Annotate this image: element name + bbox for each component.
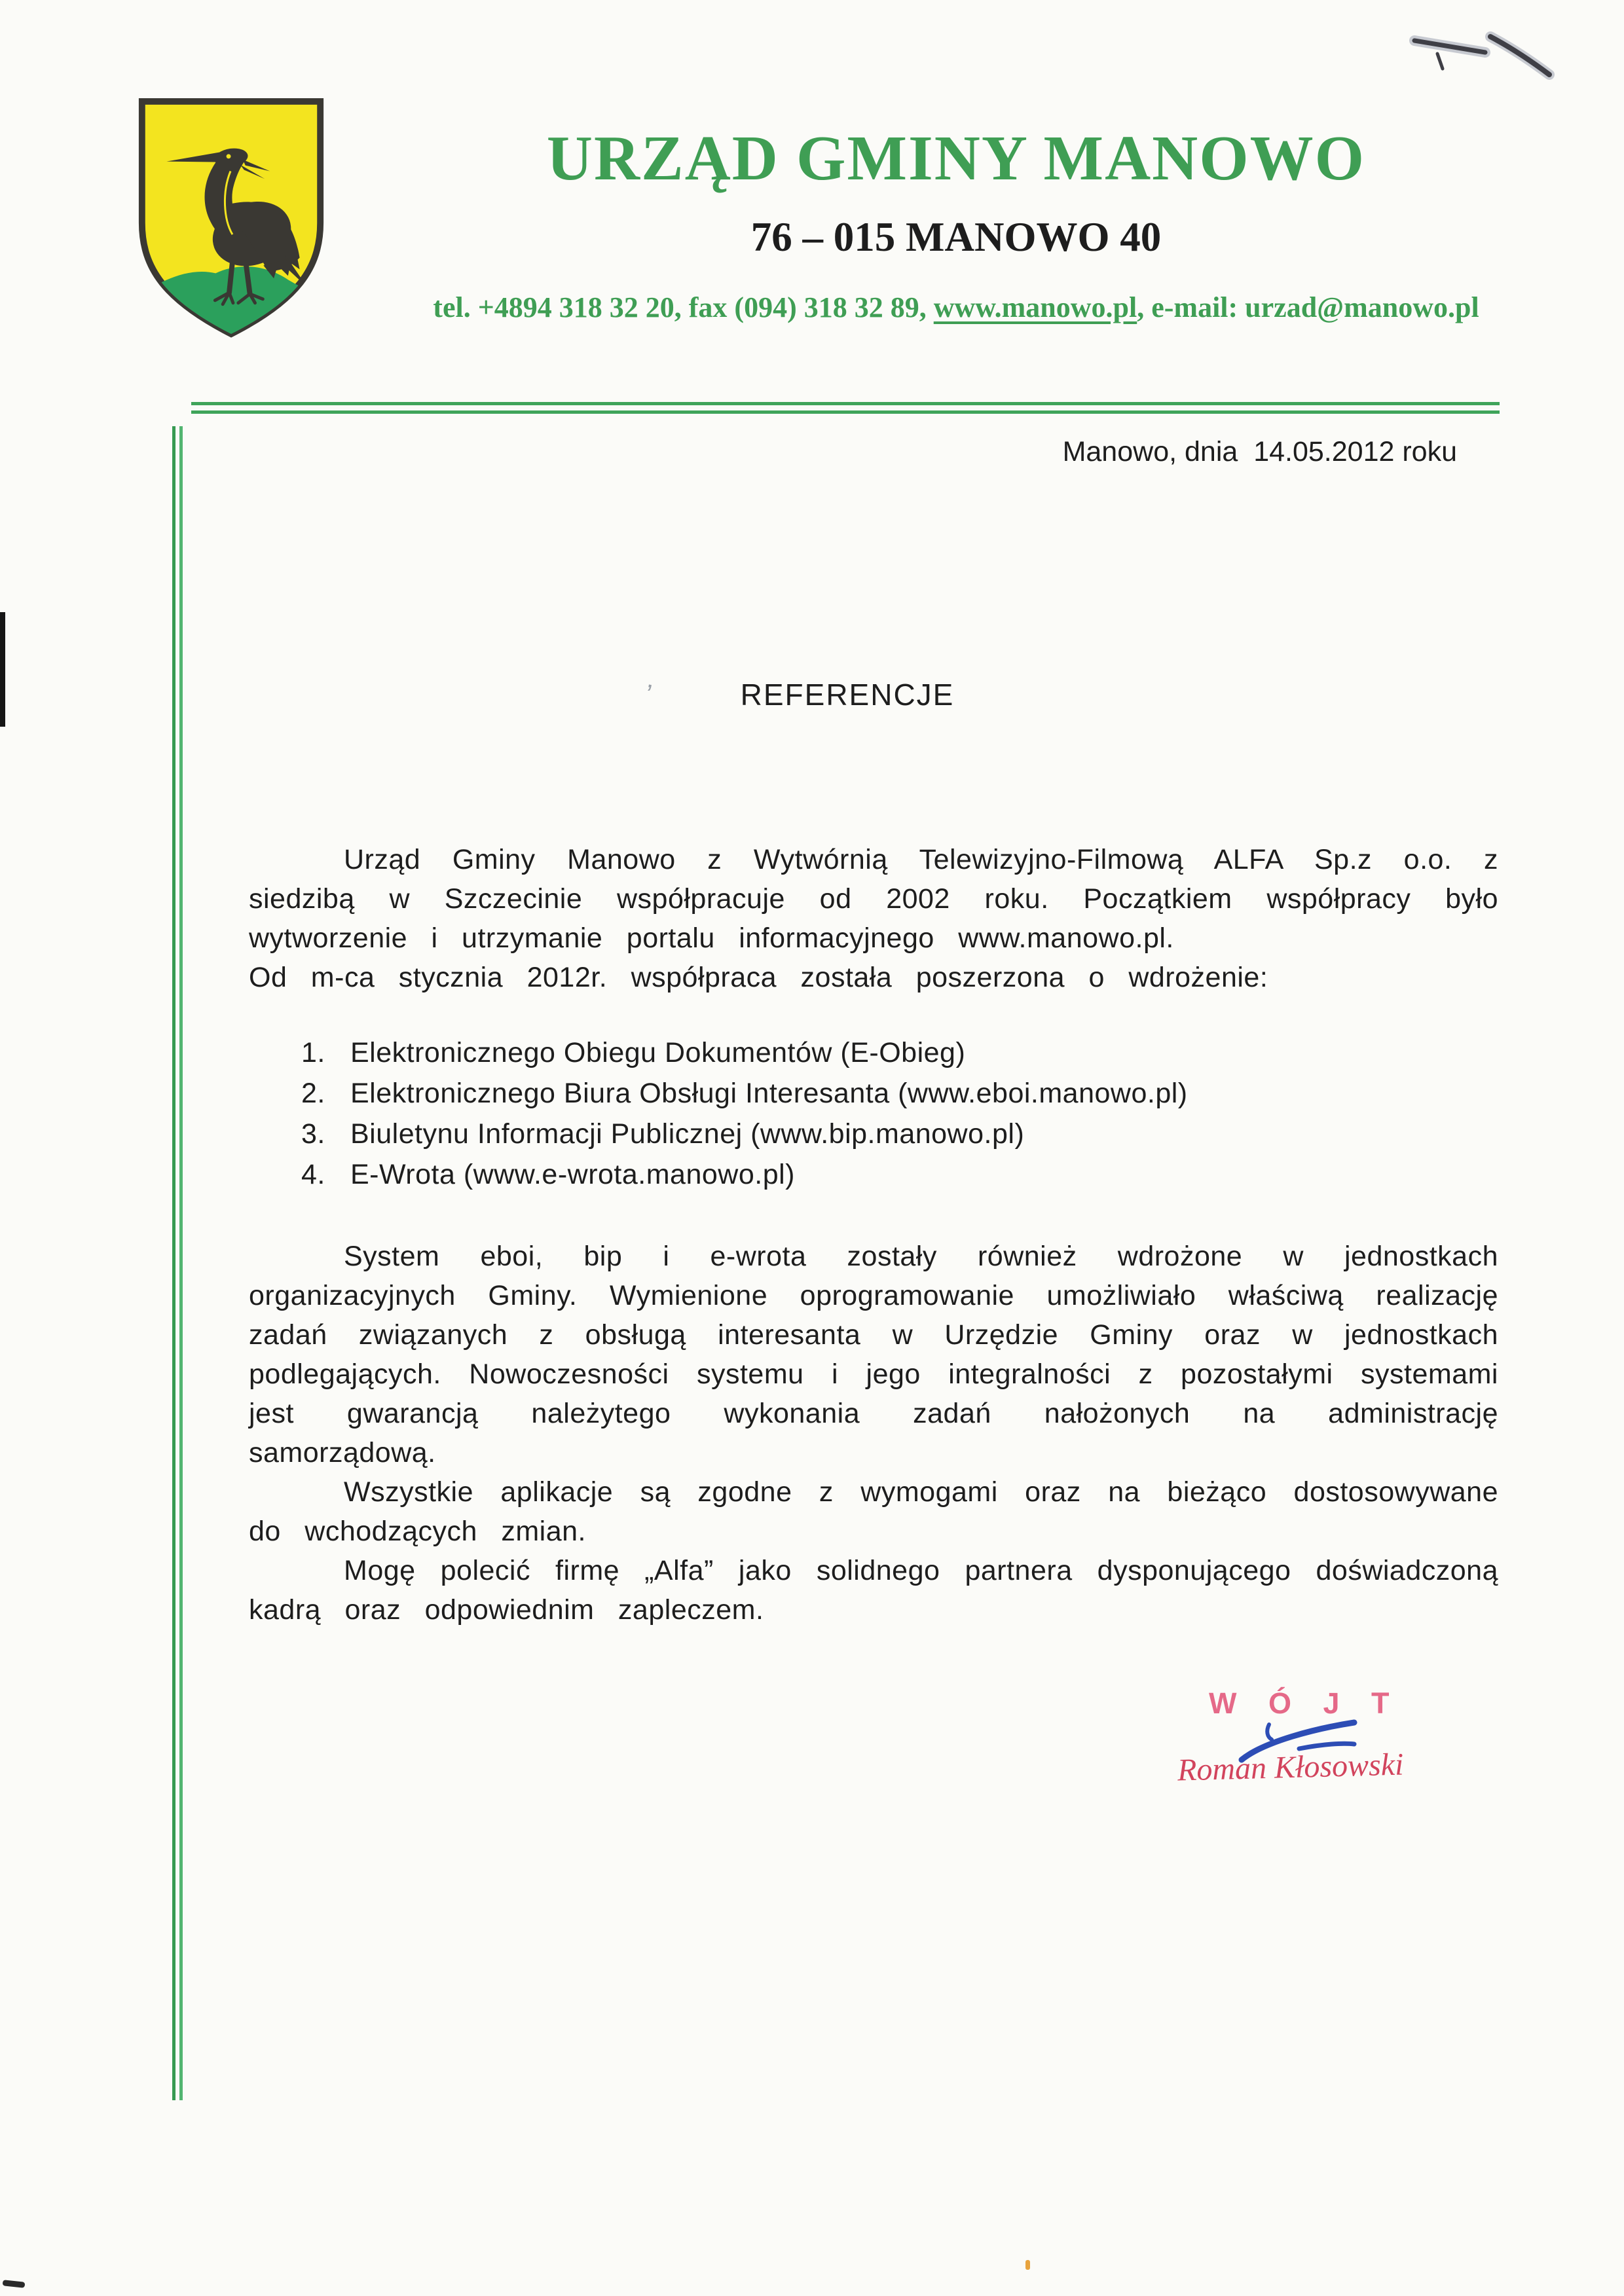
header-rule-top	[191, 402, 1500, 405]
list-item	[301, 1154, 1500, 1195]
org-name: URZĄD GMINY MANOWO	[546, 123, 1366, 193]
stamp-title: W Ó J T	[1209, 1686, 1401, 1720]
list-item-text: Elektronicznego Biura Obsługi Interesanta (www.eboi.manowo.pl)	[350, 1078, 1188, 1109]
scan-edge-artifact	[0, 612, 5, 727]
stamp-name: Roman Kłosowski	[1177, 1747, 1404, 1788]
date-line: Manowo, dnia 14.05.2012 roku	[1062, 436, 1457, 467]
numbered-list	[301, 1032, 1500, 1195]
list-item-number: 1.	[301, 1037, 325, 1068]
contact-line	[367, 291, 1545, 324]
list-item-text: Biuletynu Informacji Publicznej (www.bip.manowo.pl)	[350, 1118, 1025, 1150]
paragraph-recommendation: Mogę polecić firmę „Alfa” jako solidnego partnera dysponującego doświadczoną kadrą oraz odpowiednim zapleczem.	[249, 1555, 1498, 1626]
header-rule-bottom	[191, 410, 1500, 414]
list-item-number: 3.	[301, 1118, 325, 1150]
margin-rule-outer	[172, 426, 175, 2100]
list-item-number: 2.	[301, 1078, 325, 1109]
coat-of-arms	[134, 95, 328, 340]
paragraph-intro-continuation: Od m-ca stycznia 2012r. współpraca została poszerzona o wdrożenie:	[249, 962, 1268, 993]
list-item	[301, 1114, 1500, 1154]
list-item-text: E-Wrota (www.e-wrota.manowo.pl)	[350, 1159, 795, 1190]
scan-speck	[1025, 2260, 1030, 2270]
list-item-text: Elektronicznego Obiegu Dokumentów (E-Obieg)	[350, 1037, 966, 1068]
contact-phone-fax: tel. +4894 318 32 20, fax (094) 318 32 89,	[433, 291, 934, 323]
list-item-number: 4.	[301, 1159, 325, 1190]
scan-smudge-mark: ʼ	[642, 679, 655, 711]
paragraph-systems: System eboi, bip i e-wrota zostały również wdrożone w jednostkach organizacyjnych Gminy. Wymienione oprogramowanie umożliwiało właściwą realizację zadań związanych z obsługą interesanta w Urzędzie Gminy oraz w jednostkach podlegających. Nowoczesności systemu i jego integralności z pozostałymi systemami jest gwarancją należytego wykonania zadań nałożonych na administrację samorządową.	[249, 1241, 1498, 1468]
website-link: www.manowo.pl	[933, 291, 1137, 323]
margin-rule-inner	[179, 426, 183, 2100]
heron-coat-of-arms-icon	[134, 95, 328, 340]
paragraph-compliance: Wszystkie aplikacje są zgodne z wymogami oraz na bieżąco dostosowywane do wchodzących zmian.	[249, 1476, 1498, 1547]
document-title: REFERENCJE	[740, 678, 955, 712]
paragraph-intro: Urząd Gminy Manowo z Wytwórnią Telewizyjno-Filmową ALFA Sp.z o.o. z siedzibą w Szczecinie współpracuje od 2002 roku. Początkiem współpracy było wytworzenie i utrzymanie portalu informacyjnego www.manowo.pl.	[249, 844, 1498, 954]
list-item	[301, 1032, 1500, 1073]
scan-pen-marks	[1375, 13, 1591, 98]
contact-email: , e-mail: urzad@manowo.pl	[1137, 291, 1479, 323]
org-address: 76 – 015 MANOWO 40	[750, 214, 1162, 260]
list-item	[301, 1073, 1500, 1114]
scan-speck-bottom	[3, 2280, 26, 2288]
pen-scratch-icon	[1375, 13, 1591, 98]
